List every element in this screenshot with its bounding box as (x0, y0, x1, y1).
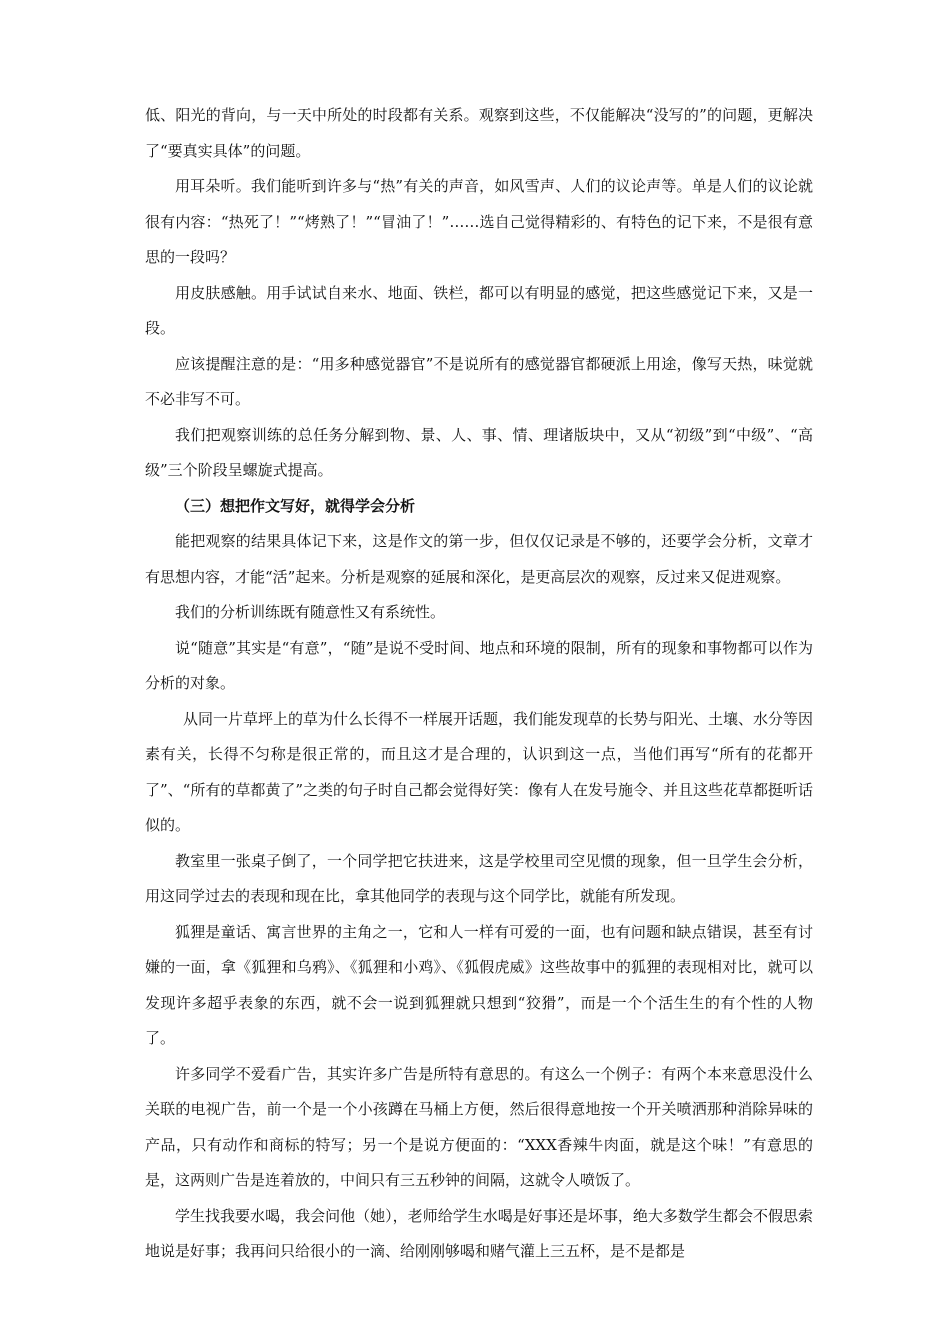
paragraph-touch: 用皮肤感触。用手试试自来水、地面、铁栏，都可以有明显的感觉，把这些感觉记下来，又是一段。 (145, 283, 813, 337)
paragraph-hearing: 用耳朵听。我们能听到许多与“热”有关的声音，如风雪声、人们的议论声等。单是人们的议论就很有内容：“热死了！”“烤熟了！”“冒油了！”……选自己觉得精彩的、有特色的记下来，不是很有意思的一段吗？ (145, 177, 813, 266)
section-heading: （三）想把作文写好，就得学会分析 (175, 496, 416, 515)
paragraph-ads: 许多同学不爱看广告，其实许多广告是所特有意思的。有这么一个例子：有两个本来意思没什么关联的电视广告，前一个是一个小孩蹲在马桶上方便，然后很得意地按一个开关喷洒那种消除异味的产品，只有动作和商标的特写；另一个是说方便面的：“XXX香辣牛肉面，就是这个味！”有意思的是，这两则广告是连着放的，中间只有三五秒钟的间隔，这就令人喷饭了。 (145, 1064, 813, 1189)
paragraph-desk: 教室里一张桌子倒了，一个同学把它扶进来，这是学校里司空见惯的现象，但一旦学生会分析，用这同学过去的表现和现在比，拿其他同学的表现与这个同学比，就能有所发现。 (145, 851, 813, 905)
paragraph-continued: 低、阳光的背向，与一天中所处的时段都有关系。观察到这些，不仅能解决“没写的”的问题，更解决了“要真实具体”的问题。 (145, 106, 813, 160)
paragraph-analysis-types: 我们的分析训练既有随意性又有系统性。 (175, 603, 446, 621)
paragraph-grass: 从同一片草坪上的草为什么长得不一样展开话题，我们能发现草的长势与阳光、土壤、水分等因素有关，长得不匀称是很正常的，而且这才是合理的，认识到这一点，当他们再写“所有的花都开了”、“所有的草都黄了”之类的句子时自己都会觉得好笑：像有人在发号施令、并且这些花草都挺听话似的。 (145, 709, 814, 834)
paragraph-fox: 狐狸是童话、寓言世界的主角之一，它和人一样有可爱的一面，也有问题和缺点错误，甚至有讨嫌的一面，拿《狐狸和乌鸦》、《狐狸和小鸡》、《狐假虎威》这些故事中的狐狸的表现相对比，就可以发现许多超乎表象的东西，就不会一说到狐狸就只想到“狡猾”，而是一个个活生生的有个性的人物了。 (145, 922, 813, 1047)
paragraph-analysis-intro: 能把观察的结果具体记下来，这是作文的第一步，但仅仅记录是不够的，还要学会分析，文章才有思想内容，才能“活”起来。分析是观察的延展和深化，是更高层次的观察，反过来又促进观察。 (145, 532, 813, 586)
paragraph-training: 我们把观察训练的总任务分解到物、景、人、事、情、理诸版块中，又从“初级”到“中级”、“高级”三个阶段呈螺旋式提高。 (145, 425, 813, 479)
paragraph-water: 学生找我要水喝，我会问他（她），老师给学生水喝是好事还是坏事，绝大多数学生都会不假思索地说是好事；我再问只给很小的一滴、给刚刚够喝和赌气灌上三五杯，是不是都是 (145, 1206, 813, 1260)
paragraph-random: 说“随意”其实是“有意”，“随”是说不受时间、地点和环境的限制，所有的现象和事物都可以作为分析的对象。 (145, 638, 813, 692)
paragraph-note: 应该提醒注意的是：“用多种感觉器官”不是说所有的感觉器官都硬派上用途，像写天热，味觉就不必非写不可。 (145, 354, 813, 408)
